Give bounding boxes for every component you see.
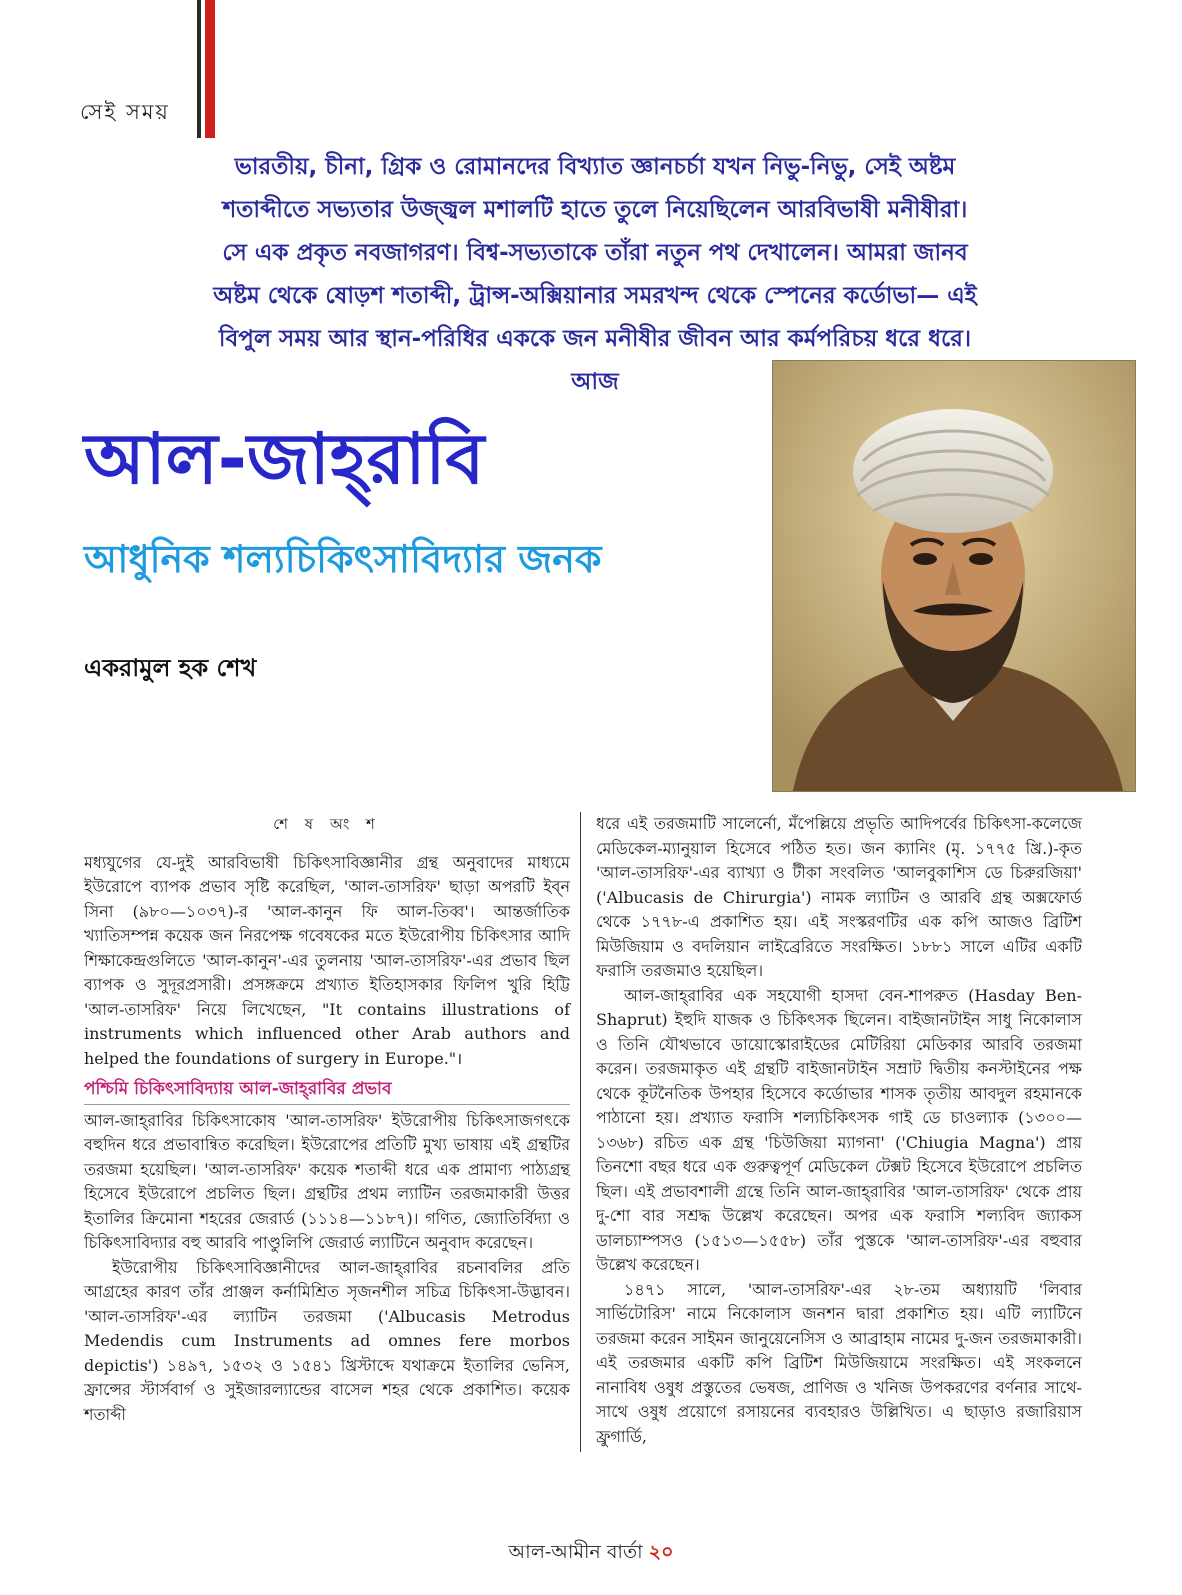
left-column bbox=[84, 812, 570, 1427]
intro-line: ভারতীয়, চীনা, গ্রিক ও রোমানদের বিখ্যাত জ্ঞানচর্চা যখন নিভু-নিভু, সেই অষ্টম bbox=[234, 154, 956, 180]
paragraph: ইউরোপীয় চিকিৎসাবিজ্ঞানীদের আল-জাহ্‌রাবির রচনাবলির প্রতি আগ্রহের কারণ তাঁর প্রাঞ্জল কর্নামিশ্রিত সৃজনশীল সচিত্র চিকিৎসা-উদ্ভাবন। 'আল-তাসরিফ'-এর ল্যাটিন তরজমা ('Albucasis Metrodus Medendis cum Instruments ad omnes fere morbos depictis') ১৪৯৭, ১৫৩২ ও ১৫৪১ খ্রিস্টাব্দে যথাক্রমে ইতালির ভেনিস, ফ্রান্সের স্টার্সবার্গ ও সুইজারল্যান্ডের বাসেল শহর থেকে প্রকাশিত। কয়েক শতাব্দী bbox=[84, 1257, 570, 1424]
article-title: আল-জাহ্‌রাবি bbox=[84, 418, 485, 500]
paragraph: আল-জাহ্‌রাবির এক সহযোগী হাসদা বেন-শাপরুত (Hasday Ben-Shaprut) ইহুদি যাজক ও চিকিৎসক ছিলেন। বাইজানটাইন সাধু নিকোলাস ও তিনি যৌথভাবে ডায়োস্কোরাইডের মেটিরিয়া মেডিকার আরবি তরজমা করেন। তরজমাকৃত এই গ্রন্থটি বাইজানটাইন সম্রাট দ্বিতীয় কনস্টাইনের পক্ষ থেকে কূটনৈতিক উপহার হিসেবে কর্ডোভার শাসক তৃতীয় আবদুল রহমানকে পাঠানো হয়। প্রখ্যাত ফরাসি শল্যচিকিৎসক গাই ডে চাওল্যাক (১৩০০—১৩৬৮) রচিত এক গ্রন্থ 'চিউজিয়া ম্যাগনা' ('Chiugia Magna') প্রায় তিনশো বছর ধরে এক গুরুত্বপূর্ণ মেডিকেল টেক্সট হিসেবে ইউরোপে প্রচলিত ছিল। এই প্রভাবশালী গ্রন্থে তিনি আল-জাহ্‌রাবির 'আল-তাসরিফ' থেকে প্রায় দু-শো বার সশ্রদ্ধ উল্লেখ করেছেন। অপর এক ফরাসি শল্যবিদ জ্যাকস ডালচ্যাম্পসও (১৫১৩—১৫৫৮) তাঁর পুস্তকে 'আল-তাসরিফ'-এর বহুবার উল্লেখ করেছেন। bbox=[596, 985, 1082, 1274]
page-footer bbox=[0, 1538, 1182, 1570]
paragraph: ধরে এই তরজমাটি সালের্নো, মঁপেল্লিয়ে প্রভৃতি আদিপর্বের চিকিৎসা-কলেজে মেডিকেল-ম্যানুয়াল হিসেবে পঠিত হত। জন ক্যানিং (মৃ. ১৭৭৫ খ্রি.)-কৃত 'আল-তাসরিফ'-এর ব্যাখ্যা ও টীকা সংবলিত 'আলবুকাশিস ডে চিরুরজিয়া' ('Albucasis de Chirurgia') নামক ল্যাটিন ও আরবি গ্রন্থ অক্সফোর্ড থেকে ১৭৭৮-এ প্রকাশিত হয়। এই সংস্করণটির এক কপি আজও ব্রিটিশ মিউজিয়াম ও বদলিয়ান লাইব্রেরিতে সংরক্ষিত। ১৮৮১ সালে এটির একটি ফরাসি তরজমাও হয়েছিল। bbox=[596, 814, 1082, 980]
intro-line: অষ্টম থেকে ষোড়শ শতাব্দী, ট্রান্স-অক্সিয়ানার সমরখন্দ থেকে স্পেনের কর্ডোভা— এই bbox=[213, 283, 977, 309]
right-column bbox=[596, 812, 1082, 1449]
article-author: একরামুল হক শেখ bbox=[84, 654, 257, 682]
intro-line: বিপুল সময় আর স্থান-পরিধির এককে জন মনীষীর জীবন আর কর্মপরিচয় ধরে ধরে। bbox=[218, 326, 972, 352]
intro-line: সে এক প্রকৃত নবজাগরণ। বিশ্ব-সভ্যতাকে তাঁরা নতুন পথ দেখালেন। আমরা জানব bbox=[222, 240, 968, 266]
header-rule-dark bbox=[197, 0, 201, 138]
paragraph: মধ্যযুগের যে-দুই আরবিভাষী চিকিৎসাবিজ্ঞানীর গ্রন্থ অনুবাদের মাধ্যমে ইউরোপে ব্যাপক প্রভাব সৃষ্টি করেছিল, 'আল-তাসরিফ' ছাড়া অপরটি ইব্‌ন সিনা (৯৮০—১০৩৭)-র 'আল-কানুন ফি আল-তিব্ব'। আন্তর্জাতিক খ্যাতিসম্পন্ন কয়েক জন নিরপেক্ষ গবেষকের মতে ইউরোপীয় চিকিৎসার আদি শিক্ষাকেন্দ্রগুলিতে 'আল-কানুন'-এর তুলনায় 'আল-তাসরিফ'-এর প্রভাব ছিল ব্যাপক ও সুদূরপ্রসারী। প্রসঙ্গক্রমে প্রখ্যাত ইতিহাসকার ফিলিপ খুরি হিট্টি 'আল-তাসরিফ' নিয়ে লিখেছেন, "It contains illustrations of instruments which influenced other Arab authors and helped the foundations of surgery in Europe."। bbox=[84, 852, 570, 1068]
intro-aaj: আজ bbox=[571, 369, 619, 395]
section-subheading: পশ্চিমি চিকিৎসাবিদ্যায় আল-জাহ্‌রাবির প্রভাব bbox=[84, 1077, 570, 1105]
paragraph: আল-জাহ্‌রাবির চিকিৎসাকোষ 'আল-তাসরিফ' ইউরোপীয় চিকিৎসাজগৎকে বহুদিন ধরে প্রভাবান্বিত করেছিল। ইউরোপের প্রতিটি মুখ্য ভাষায় এই গ্রন্থটির তরজমা হয়েছিল। 'আল-তাসরিফ' কয়েক শতাব্দী ধরে এক প্রামাণ্য পাঠ্যগ্রন্থ হিসেবে ইউরোপে প্রচলিত ছিল। গ্রন্থটির প্রথম ল্যাটিন তরজমাকারী উত্তর ইতালির ক্রিমোনা শহরের জেরার্ড (১১১৪—১১৮৭)। গণিত, জ্যোতির্বিদ্যা ও চিকিৎসাবিদ্যার বহু আরবি পাণ্ডুলিপি জেরার্ড ল্যাটিনে অনুবাদ করেছেন। bbox=[84, 1110, 570, 1252]
portrait-image bbox=[772, 360, 1136, 792]
column-divider bbox=[580, 812, 581, 1452]
section-label: সেই সময় bbox=[80, 100, 170, 124]
article-subtitle: আধুনিক শল্যচিকিৎসাবিদ্যার জনক bbox=[84, 537, 602, 581]
intro-line: শতাব্দীতে সভ্যতার উজ্জ্বল মশালটি হাতে তুলে নিয়েছিলেন আরবিভাষী মনীষীরা। bbox=[222, 197, 968, 223]
header-rule-red bbox=[205, 0, 215, 138]
portrait-illustration bbox=[773, 361, 1135, 791]
magazine-name: আল-আমীন বার্তা bbox=[508, 1541, 643, 1563]
concluding-part-label: শে ষ অং শ bbox=[273, 815, 381, 833]
page-number: ২০ bbox=[648, 1541, 674, 1563]
paragraph: ১৪৭১ সালে, 'আল-তাসরিফ'-এর ২৮-তম অধ্যায়টি 'লিবার সার্ভিটোরিস' নামে নিকোলাস জনশন দ্বারা প্রকাশিত হয়। এটি ল্যাটিনে তরজমা করেন সাইমন জানুয়েনেসিস ও আব্রাহাম নামের দু-জন তরজমাকারী। এই তরজমার একটি কপি ব্রিটিশ মিউজিয়ামে সংরক্ষিত। এই সংকলনে নানাবিধ ওষুধ প্রস্তুতের ভেষজ, প্রাণিজ ও খনিজ উপকরণের বর্ণনার সাথে-সাথে ওষুধ প্রয়োগে রসায়নের ব্যবহারও উল্লিখিত। এ ছাড়াও রজারিয়াস ফ্রুগার্ডি, bbox=[596, 1279, 1082, 1446]
